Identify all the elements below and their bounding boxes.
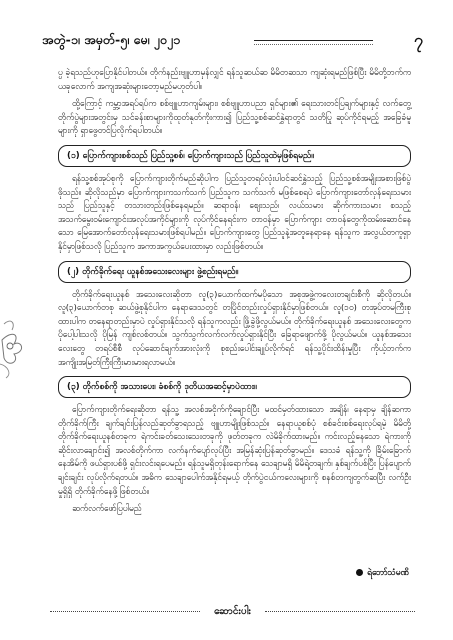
section-2-paragraph: တိုက်ခိုက်ရေးယူနစ် အသေးလေးဆိုတာ လူ(၃)ယောက်ထက်မပိုသော အစုအဖွဲ့ကလေးတချင်းစီကို ဆိုလိုတယ်။ လူ(၃)ယောက်တစု ဆယ်ဖွဲ့စုနိုင်ပါက နေရာဒေသတွင် တပြိုင်တည်းလှုပ်ရှားနိုင်မှာဖြစ်တယ်။ လူ(၁၀) တအုပ်တမကြီးစုထားပါက တနေရာတည်းမှာပဲ လှုပ်ရှားနိုင်သလို ရန်သူကလည်း ဖြို့ခွဲဖို့လွယ်မယ်။ တိုက်ခိုက်ရေးယူနစ် အသေးလေးတွေက ပိုပေါ့ပါးသလို ပိုမြန် ကျစ်လစ်တယ်။ သွက်သွက်လက်လက်လှုပ်ရှားနိုင်ပြီး ခြေရာဖျောက်ဖို့ ပိုလွယ်မယ်။ ယူနစ်အသေးလေးတွေ တရပ်စီစီ လုပ်ဆောင်ချက်အားလုံးကို စုစည်းပေါင်းချုပ်လိုက်ရင် ရန်သူ့ပိုင်းထိန်းမှုပြီး ကိုယ့်ဘက်က အကျိုးအမြတ်ကြီးကြီးမားမားရလာမယ်။ [58,288,411,367]
intro-paragraph-2: ထို့ကြောင့် ကမ္ဘာ့အရပ်ရပ်က စစ်ဗျူဟာကျမ်းများ၊ စစ်ဗျူဟာပညာ ရှင်များ၏ ရေးသားတင်ပြချက်များနှင့် လက်တွေ့တိုက်ပွဲများအတွင်းမှ သင်ခန်းစာများကိုထုတ်နုတ်ကိုးကား၍ ပြည်သူ့စစ်ဆင်နွှဲရာတွင် သတိပြု ဆုပ်ကိုင်ရမည့် အခြေခံမူများကို ရှာဖွေတင်ပြလိုက်ရပါတယ်။ [58,98,411,136]
page-number: ၇ [414,30,423,49]
header-dotted-rule [254,44,373,45]
section-heading-2: (၂) တိုက်ခိုက်ရေး ယူနစ်အသေးလေးများ ဖွဲ့စည်းရမည်။ [58,261,411,283]
footer-dotted-rule-right [265,611,415,612]
intro-paragraph-1: ပ္ပ ခဲ့ရသည်ဟုပြောနိုင်ပါတယ်။ တိုက်နည်းဗျူဟာမှန်လျှင် ရန်သူဆယ်ဆ မိမိတဆသာ ကျဆုံးရမည်ဖြစ်ပြီး မိမိတို့ဘက်က ယခုလောက် အကျအဆုံးများတော့မည်မဟုတ်ပါ။ [58,67,411,91]
issue-line: အတွဲ-၁၊ အမှတ်-၅၊ မေ၊ ၂၀၂၁ [42,32,181,47]
header-rule [254,40,373,41]
author-name: ရဲဘော်သံမဏိ [367,567,409,577]
article-body [58,66,411,515]
section-heading-1: (၁) ပြောက်ကျားစစ်သည် ပြည်သူ့စစ်၊ ပြောက်ကျားသည် ပြည်သူထဲမှဖြစ်ရမည်။ [58,145,411,167]
page-header [42,30,423,52]
flower-ornament-icon [0,300,30,380]
bullet-dot-icon [356,569,363,576]
author-signature [356,567,409,580]
page-footer [50,602,415,622]
footer-section-label: ဆောင်းပါး [214,606,251,617]
to-be-continued-note: ဆက်လက်ဖော်ပြပါမည် [72,503,142,514]
section-3-paragraph: ပြောက်ကျားတိုက်ရေးဆိုတာ ရန်သူ့ အလစ်အငိုက်ကိုချောင်ပြီး မထင်မှတ်ထားသော အချိန်၊ နေရာမှ ချိန်ဆကာတိုက်ခိုက်ကြီး ချက်ချင်းပြန်လည်ဆုတ်ခွာရသည့် ဗျူဟာမျိုးဖြစ်သည်။ နေရာယူစစ်ပုံ စစ်ခင်းစစ်ရေးလုပ်ရမဲ့ မိမိတို့ တိုက်ခိုက်ရေးယူနစ်တခုက ရဲကင်းခတ်သေးသေးတခုကို ဖုတ်တခုက လဲမိခိုက်ထားမည်။ ကင်းလည့်နေသော ရဲကားကို ဆိုင်းလာချောင်း၍ အလစ်တိုက်ကာ လက်နက်ပျော်လုပ်ပြီး အမြန်ဆုံးပြန်ဆုတ်ခွာမည်။ ဒေသခံ ရန်သူ့ကို ခြိမ်းခြောက်နေအိမ်ကို ဖယ်ရှားပစ်ဖို့ ရှင်းလင်းရပေမည်။ ရန်သူမရှိတုန်းရောက်နေ သေချာမရှိ မိမိရဲ့တချက်၊ နှစ်ချက်ပစ်ပြီး ပြန်ပျောက်ချင်းချင်း လုပ်လိုက်ရတယ်။ အဓိက သေချာပေါက်အနိုင်ရမယ့် တိုက်ပွဲငယ်ကလေးများကို စနစ်တကျတွက်ဆပြီး လက်ဦးမှုရှိရှိ တိုက်ခိုက်နေဖို့ဖြစ်တယ်။ [58,404,411,496]
section-heading-3: (၃) တိုက်စစ်ကို အသားပေး၊ ခံစစ်ကို ဒုတိယအဆင့်မှာပဲထား။ [58,376,411,398]
section-1-paragraph: ရန်သူ့စစ်အုပ်စုကို ပြောက်ကျားတိုက်မည်ဆိုပါက ပြည်သူတရပ်လုံးပါဝင်ဆင်နွှဲသည့် ပြည်သူ့စစ်အမျိုးအစားဖြစ်ပွဲဖိုသည်။ ဆိုလိုသည်မှာ ပြောက်ကျားကသက်သက် ပြည်သူက သက်သက် မဖြစ်စေရပဲ ပြောက်ကျားတော်လှန်ရေးသမားသည် ပြည်သူနှင့် တသားတည်းဖြစ်နေရမည်။ ဆရာဝန်၊ စျေးသည်၊ လယ်သမား ဆိုက်ကားသမား စသည့် အသက်မွေးဝမ်းကျောင်းအလုပ်အကိုင်များကို လုပ်ကိုင်နေရင်းက တာဝန်မှာ ပြောက်ကျား တာဝန်တွေကိုထမ်းဆောင်နေသော မြေအောက်တော်လှန်ရေးသမားဖြစ်ရပါမည်။ ပြောက်ကျားတွေ ပြည်သူနဲ့အတူနေရာနေ ရန်သူက အလွယ်တကူရှာနိုင်မှာဖြစ်သလို ပြည်သူက အကာအကွယ်ပေးထားမှာ လည်းဖြစ်တယ်။ [58,172,411,251]
